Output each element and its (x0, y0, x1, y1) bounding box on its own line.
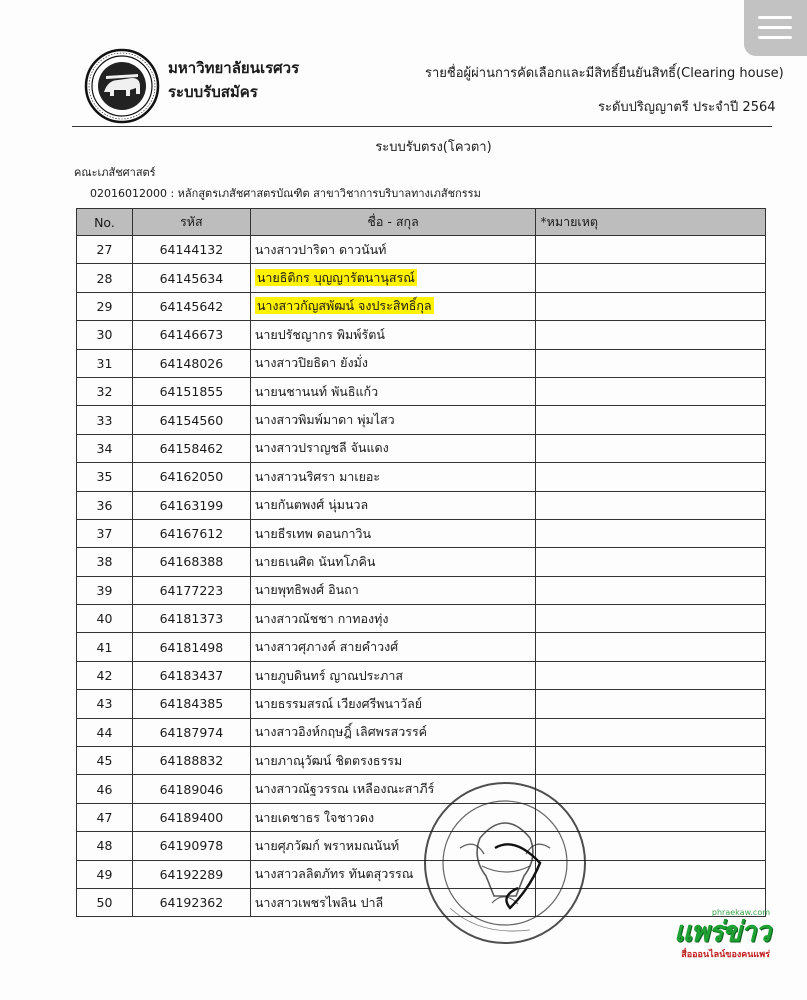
cell-name: นายธรรมสรณ์ เวียงศรีพนาวัลย์ (250, 690, 536, 718)
cell-name: นางสาวปิยธิดา ยังมั่ง (250, 349, 536, 377)
cell-id: 64158462 (132, 434, 250, 462)
cell-no: 43 (77, 690, 133, 718)
cell-id: 64187974 (132, 718, 250, 746)
cell-id: 64177223 (132, 576, 250, 604)
cell-name: นายศุภวัฒก์ พราหมณนันท์ (250, 832, 536, 860)
table-row (77, 463, 766, 491)
cell-note (536, 321, 766, 349)
table-row (77, 292, 766, 320)
cell-note (536, 661, 766, 689)
menu-icon-line (758, 26, 792, 29)
faculty-name: คณะเภสัชศาสตร์ (74, 166, 156, 179)
cell-no: 48 (77, 832, 133, 860)
cell-id: 64189400 (132, 803, 250, 831)
cell-id: 64181373 (132, 605, 250, 633)
cell-id: 64162050 (132, 463, 250, 491)
official-seal (420, 778, 590, 948)
table-row (77, 576, 766, 604)
cell-no: 28 (77, 264, 133, 292)
table-row (77, 321, 766, 349)
cell-no: 27 (77, 236, 133, 264)
cell-no: 31 (77, 349, 133, 377)
cell-no: 38 (77, 548, 133, 576)
cell-no: 46 (77, 775, 133, 803)
cell-id: 64145634 (132, 264, 250, 292)
cell-no: 32 (77, 377, 133, 405)
cell-name: นางสาวเพชรไพลิน ปาลี (250, 888, 536, 916)
table-row (77, 406, 766, 434)
table-row (77, 519, 766, 547)
university-name: มหาวิทยาลัยนเรศวร (168, 59, 300, 77)
header-note: *หมายเหตุ (536, 209, 766, 236)
cell-no: 37 (77, 519, 133, 547)
header-name: ชื่อ - สกุล (250, 209, 536, 236)
cell-name: นางสาวศุภางค์ สายคำวงศ์ (250, 633, 536, 661)
cell-note (536, 292, 766, 320)
cell-id: 64163199 (132, 491, 250, 519)
cell-note (536, 548, 766, 576)
watermark-url: phraekaw.com (711, 908, 770, 917)
table-row (77, 377, 766, 405)
cell-id: 64167612 (132, 519, 250, 547)
cell-id: 64148026 (132, 349, 250, 377)
table-row (77, 434, 766, 462)
cell-id: 64189046 (132, 775, 250, 803)
cell-name: นายนชานนท์ พันธิแก้ว (250, 377, 536, 405)
table-row (77, 605, 766, 633)
cell-id: 64188832 (132, 747, 250, 775)
cell-name: นางสาวณัชชา กาทองทุ่ง (250, 605, 536, 633)
cell-no: 35 (77, 463, 133, 491)
cell-name: นางสาวปราญชลี จันแดง (250, 434, 536, 462)
cell-no: 29 (77, 292, 133, 320)
cell-name: นางสาวลลิตภัทร ทันตสุวรรณ (250, 860, 536, 888)
cell-no: 33 (77, 406, 133, 434)
highlighted-name: นางสาวกัญสพัฒน์ จงประสิทธิ์กุล (256, 298, 432, 314)
table-row (77, 264, 766, 292)
table-row (77, 491, 766, 519)
table-row (77, 349, 766, 377)
menu-button[interactable] (744, 0, 807, 56)
cell-name: นายพุทธิพงศ์ อินถา (250, 576, 536, 604)
table-row (77, 718, 766, 746)
cell-note (536, 690, 766, 718)
cell-id: 64151855 (132, 377, 250, 405)
cell-no: 36 (77, 491, 133, 519)
university-logo (84, 48, 160, 124)
cell-no: 44 (77, 718, 133, 746)
cell-no: 47 (77, 803, 133, 831)
cell-no: 30 (77, 321, 133, 349)
cell-id: 64145642 (132, 292, 250, 320)
cell-id: 64190978 (132, 832, 250, 860)
cell-name: นายกันตพงศ์ นุ่มนวล (250, 491, 536, 519)
cell-note (536, 491, 766, 519)
cell-note (536, 718, 766, 746)
cell-no: 39 (77, 576, 133, 604)
cell-id: 64154560 (132, 406, 250, 434)
watermark-brand: แพร่ข่าว (673, 915, 770, 948)
cell-no: 34 (77, 434, 133, 462)
cell-note (536, 264, 766, 292)
table-row (77, 747, 766, 775)
cell-name: นางสาวนริศรา มาเยอะ (250, 463, 536, 491)
cell-id: 64181498 (132, 633, 250, 661)
cell-no: 50 (77, 888, 133, 916)
cell-note (536, 633, 766, 661)
table-header-row (77, 209, 766, 236)
cell-name: นางสาวพิมพ์มาดา พุ่มไสว (250, 406, 536, 434)
menu-icon-line (758, 16, 792, 19)
cell-note (536, 519, 766, 547)
cell-no: 40 (77, 605, 133, 633)
header-divider (72, 126, 772, 127)
cell-name: นายภาณุวัฒน์ ชิตตรงธรรม (250, 747, 536, 775)
cell-note (536, 377, 766, 405)
cell-note (536, 747, 766, 775)
cell-name: นายภูบดินทร์ ญาณประภาส (250, 661, 536, 689)
cell-no: 45 (77, 747, 133, 775)
watermark-tagline: สื่อออนไลน์ของคนแพร่ (681, 950, 770, 960)
table-row (77, 633, 766, 661)
cell-id: 64192289 (132, 860, 250, 888)
menu-icon-line (758, 36, 792, 39)
cell-name: นางสาวปาริดา ดาวนันท์ (250, 236, 536, 264)
cell-no: 49 (77, 860, 133, 888)
cell-name: นายเดชาธร ใจชาวดง (250, 803, 536, 831)
cell-name: นางสาวอิงห์กฤษฎิ์ เลิศพรสวรรค์ (250, 718, 536, 746)
cell-note (536, 349, 766, 377)
cell-name: นายธเนศิต นันทโภคิน (250, 548, 536, 576)
cell-id: 64144132 (132, 236, 250, 264)
cell-id: 64184385 (132, 690, 250, 718)
cell-note (536, 576, 766, 604)
cell-name: นางสาวณัฐวรรณ เหลืองณะสาภีร์ (250, 775, 536, 803)
table-row (77, 236, 766, 264)
table-row (77, 661, 766, 689)
document-title: รายชื่อผู้ผ่านการคัดเลือกและมีสิทธิ์ยืนยันสิทธิ์(Clearing house) (425, 66, 784, 81)
document-level: ระดับปริญญาตรี ประจำปี 2564 (598, 100, 776, 115)
cell-note (536, 463, 766, 491)
header-id: รหัส (132, 209, 250, 236)
cell-name (250, 292, 536, 320)
cell-name: นายปรัชญากร พิมพ์รัตน์ (250, 321, 536, 349)
cell-id: 64192362 (132, 888, 250, 916)
cell-name (250, 264, 536, 292)
highlighted-name: นายธิติกร บุญญารัตนานุสรณ์ (256, 270, 415, 286)
cell-id: 64146673 (132, 321, 250, 349)
cell-no: 41 (77, 633, 133, 661)
cell-id: 64183437 (132, 661, 250, 689)
cell-note (536, 434, 766, 462)
section-title: ระบบรับตรง(โควตา) (375, 140, 492, 155)
system-name: ระบบรับสมัคร (168, 83, 258, 101)
table-row (77, 548, 766, 576)
header-no: No. (77, 209, 133, 236)
table-row (77, 690, 766, 718)
watermark (640, 908, 770, 968)
cell-note (536, 236, 766, 264)
cell-no: 42 (77, 661, 133, 689)
cell-id: 64168388 (132, 548, 250, 576)
program-name: 02016012000 : หลักสูตรเภสัชศาสตรบัณฑิต สาขาวิชาการบริบาลทางเภสัชกรรม (90, 187, 481, 200)
cell-note (536, 605, 766, 633)
cell-name: นายธีรเทพ ดอนกาวิน (250, 519, 536, 547)
cell-note (536, 406, 766, 434)
